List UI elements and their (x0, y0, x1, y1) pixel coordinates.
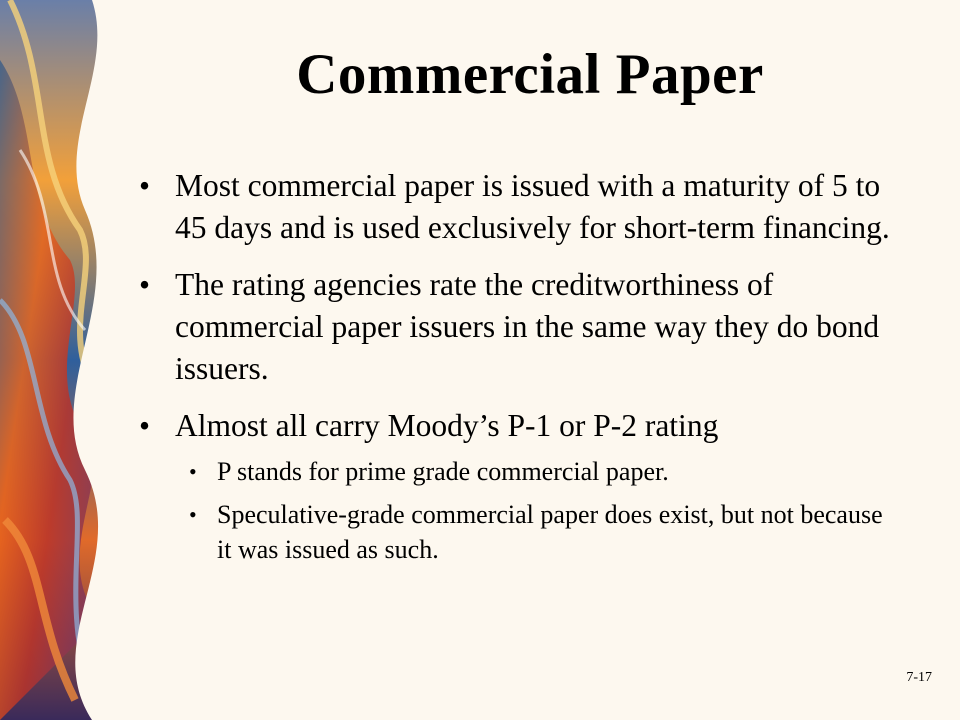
sub-bullet-item: • P stands for prime grade commercial paper. (175, 454, 898, 489)
slide-title: Commercial Paper (296, 43, 764, 106)
bullet-list (133, 165, 898, 582)
bullet-item: • Most commercial paper is issued with a maturity of 5 to 45 days and is used exclusively for short-term financing. (133, 165, 898, 249)
slide-number: 7-17 (906, 670, 932, 685)
sub-bullet-list (175, 454, 898, 567)
bullet-item (133, 405, 898, 567)
bullet-item: • The rating agencies rate the creditworthiness of commercial paper issuers in the same way they do bond issuers. (133, 264, 898, 390)
bullet-text: Almost all carry Moody’s P-1 or P-2 rating (175, 408, 719, 443)
sub-bullet-item: • Speculative-grade commercial paper does exist, but not because it was issued as such. (175, 497, 898, 567)
